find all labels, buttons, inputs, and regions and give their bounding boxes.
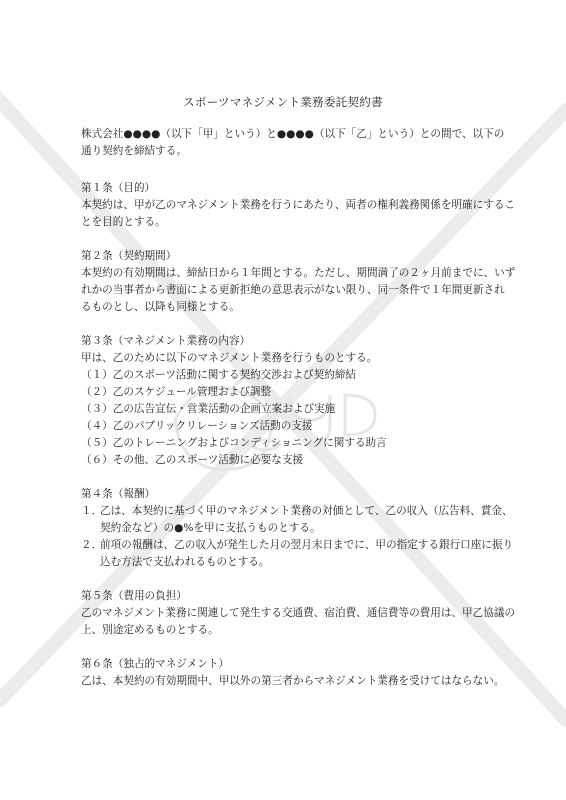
article-line: 甲は、乙のために以下のマネジメント業務を行うものとする。 [81,352,378,364]
article-2-body [81,265,516,316]
item-number: ２． [81,539,103,551]
article-5-body [81,605,516,639]
article-2-heading: 第２条（契約期間） [81,250,177,262]
list-item: （５）乙のトレーニングおよびコンディショニングに関する助言 [81,437,387,449]
article-5-heading: 第５条（費用の負担） [81,590,187,602]
article-1-heading: 第１条（目的） [81,182,156,194]
numbered-item-continuation: 契約金など）の●%を甲に支払うものとする。 [100,522,321,534]
list-item: （６）その他、乙のスポーツ活動に必要な支援 [81,454,304,466]
article-line: とを目的とする。 [81,216,166,228]
article-line: 本契約の有効期間は、締結日から１年間とする。ただし、期間満了の２ヶ月前までに、いず [81,267,516,279]
article-6-body [81,673,505,690]
numbered-item [81,537,513,554]
intro-line: 株式会社●●●●（以下「甲」という）と●●●●（以下「乙」という）との間で、以下の [81,128,505,140]
document-title: スポーツマネジメント業務委託契約書 [183,95,383,109]
item-line: 乙は、本契約に基づく甲のマネジメント業務の対価として、乙の収入（広告料、賞金、 [100,505,513,517]
article-line: 乙は、本契約の有効期間中、甲以外の第三者からマネジメント業務を受けてはならない。 [81,675,505,687]
article-line: 乙のマネジメント業務に関連して発生する交通費、宿泊費、通信費等の費用は、甲乙協議の [81,607,516,619]
article-line: 本契約は、甲が乙のマネジメント業務を行うにあたり、両者の権利義務関係を明確にするこ [81,199,516,211]
list-item: （４）乙のパブリックリレーションズ活動の支援 [81,420,313,432]
article-4-heading: 第４条（報酬） [81,488,156,500]
intro-line: 通り契約を締結する。 [81,145,187,157]
intro-paragraph [81,126,505,160]
list-item: （２）乙のスケジュール管理および調整 [81,386,272,398]
article-line: 上、別途定めるものとする。 [81,624,219,636]
article-line: るものとし、以降も同様とする。 [81,301,240,313]
article-3-heading: 第３条（マネジメント業務の内容） [81,335,251,347]
article-6-heading: 第６条（独占的マネジメント） [81,658,229,670]
list-item: （１）乙のスポーツ活動に関する契約交渉および契約締結 [81,369,357,381]
numbered-item-continuation: 込む方法で支払われるものとする。 [100,556,270,568]
numbered-item [81,503,513,520]
item-number: １． [81,505,103,517]
list-item: （３）乙の広告宣伝・営業活動の企画立案および実施 [81,403,336,415]
article-1-body [81,197,516,231]
article-line: れかの当事者から書面による更新拒絶の意思表示がない限り、同一条件で１年間更新され [81,284,505,296]
article-3-body [81,350,491,367]
item-line: 前項の報酬は、乙の収入が発生した月の翌月末日までに、甲の指定する銀行口座に振り [100,539,514,551]
